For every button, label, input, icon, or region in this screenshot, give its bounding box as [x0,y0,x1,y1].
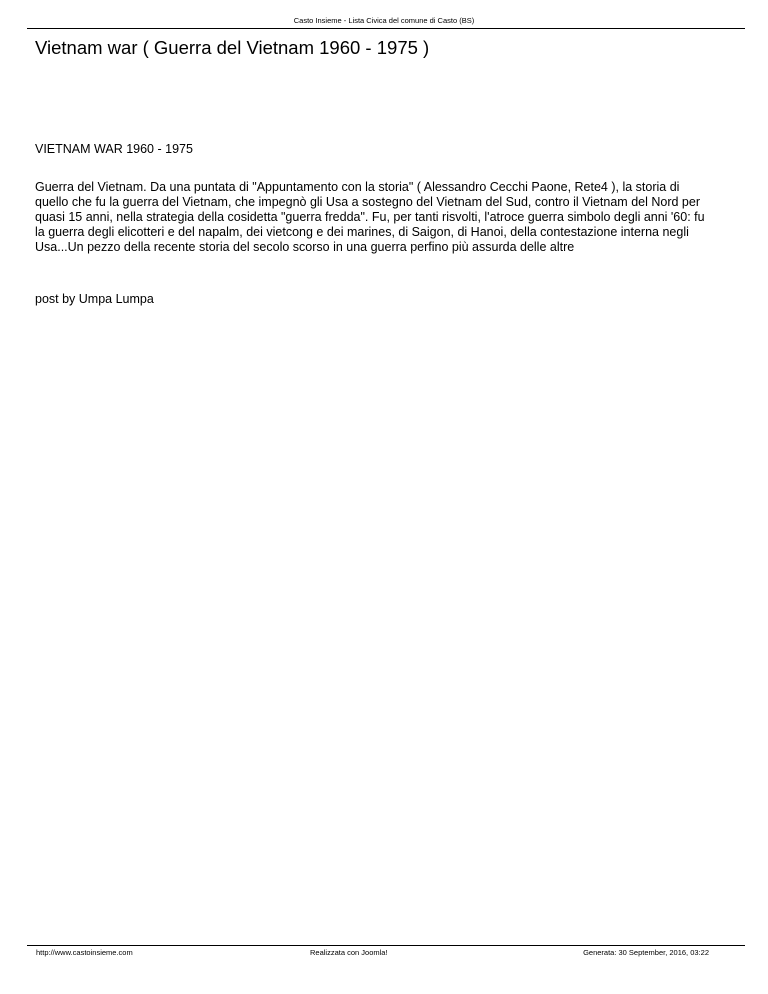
article-body [35,180,740,255]
article-body-line: quello che fu la guerra del Vietnam, che impegnò gli Usa a sostegno del Vietnam del Sud, contro il Vietnam del Nord per [35,195,700,209]
article-body-line: quasi 15 anni, nella strategia della cosidetta "guerra fredda". Fu, per tanti risvolti, l'atroce guerra simbolo degli anni '60: fu [35,210,705,224]
footer-credit: Realizzata con Joomla! [310,948,388,957]
page-title: Vietnam war ( Guerra del Vietnam 1960 - 1975 ) [35,37,430,58]
header-divider [27,28,745,29]
article-subheading: VIETNAM WAR 1960 - 1975 [35,142,193,156]
footer-site-link[interactable]: http://www.castoinsieme.com [36,948,133,957]
page-footer [0,948,768,958]
footer-divider [27,945,745,946]
article-body-line: Guerra del Vietnam. Da una puntata di "Appuntamento con la storia" ( Alessandro Cecchi Paone, Rete4 ), la storia di [35,180,680,194]
site-header: Casto Insieme - Lista Civica del comune di Casto (BS) [293,16,475,25]
article-body-line: Usa...Un pezzo della recente storia del secolo scorso in una guerra perfino più assurda delle altre [35,240,575,254]
post-author: post by Umpa Lumpa [35,292,154,306]
footer-generated-date: Generata: 30 September, 2016, 03:22 [583,948,709,957]
article-body-line: la guerra degli elicotteri e del napalm, dei vietcong e dei marines, di Saigon, di Hanoi, della contestazione interna negli [35,225,689,239]
